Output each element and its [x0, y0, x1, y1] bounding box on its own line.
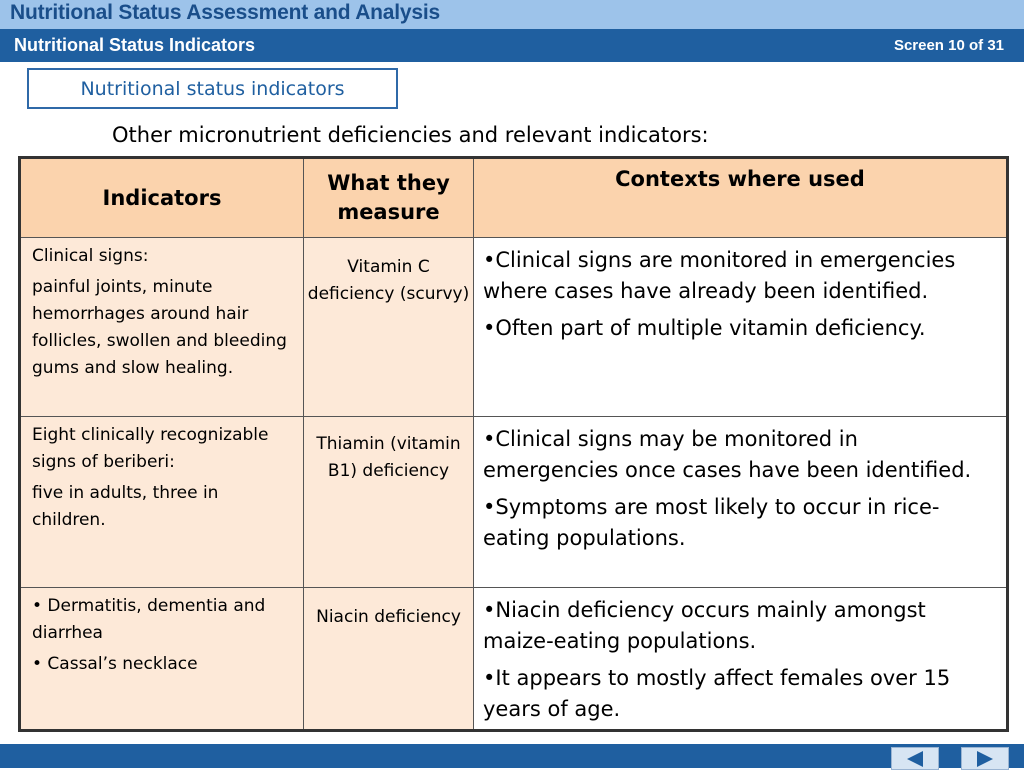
- context-bullet: •It appears to mostly affect females over 15 years of age.: [483, 666, 951, 721]
- header-contexts: Contexts where used: [474, 158, 1008, 238]
- app-title: Nutritional Status Assessment and Analysis: [10, 1, 440, 24]
- measure-cell: [304, 417, 474, 588]
- context-bullet: •Clinical signs may be monitored in emergencies once cases have been identified.: [483, 427, 972, 482]
- indicator-line: • Dermatitis, dementia and diarrhea: [32, 596, 266, 643]
- contexts-cell: [474, 238, 1008, 417]
- contexts-cell: [474, 588, 1008, 731]
- indicator-line: Eight clinically recognizable signs of beriberi:: [32, 425, 269, 472]
- indicators-table-container: [18, 156, 1006, 726]
- top-header-bar: [0, 0, 1024, 29]
- previous-screen-button[interactable]: [891, 747, 939, 770]
- indicator-line: Clinical signs:: [32, 246, 149, 266]
- intro-text: Other micronutrient deficiencies and relevant indicators:: [112, 123, 709, 147]
- table-header-row: [20, 158, 1008, 238]
- measure-cell: [304, 238, 474, 417]
- indicators-table: [18, 156, 1009, 732]
- header-what-they-measure: What they measure: [304, 158, 474, 238]
- indicators-cell: [20, 588, 304, 731]
- context-bullet: •Often part of multiple vitamin deficiency.: [483, 316, 926, 340]
- triangle-right-icon: [977, 751, 993, 767]
- bottom-nav-bar: [0, 744, 1024, 768]
- next-screen-button[interactable]: [961, 747, 1009, 770]
- contexts-cell: [474, 417, 1008, 588]
- indicator-line: • Cassal’s necklace: [32, 654, 198, 674]
- header-indicators: Indicators: [20, 158, 304, 238]
- measure-text: Vitamin C deficiency (scurvy): [307, 257, 470, 304]
- indicator-line: five in adults, three in children.: [32, 483, 219, 530]
- measure-cell: [304, 588, 474, 731]
- measure-text: Niacin deficiency: [316, 607, 461, 627]
- context-bullet: •Niacin deficiency occurs mainly amongst maize-eating populations.: [483, 598, 926, 653]
- triangle-left-icon: [907, 751, 923, 767]
- table-row: [20, 417, 1008, 588]
- table-row: [20, 588, 1008, 731]
- section-title: Nutritional Status Indicators: [14, 35, 256, 55]
- topic-label-box: Nutritional status indicators: [27, 68, 398, 109]
- indicators-cell: [20, 417, 304, 588]
- indicators-cell: [20, 238, 304, 417]
- table-row: [20, 238, 1008, 417]
- screen-counter: Screen 10 of 31: [893, 37, 1004, 54]
- section-header-bar: [0, 29, 1024, 62]
- indicator-line: painful joints, minute hemorrhages around hair follicles, swollen and bleeding gums and slow healing.: [32, 277, 287, 378]
- context-bullet: •Clinical signs are monitored in emergencies where cases have already been identified.: [483, 248, 956, 303]
- measure-text: Thiamin (vitamin B1) deficiency: [316, 434, 461, 481]
- context-bullet: •Symptoms are most likely to occur in rice-eating populations.: [483, 495, 940, 550]
